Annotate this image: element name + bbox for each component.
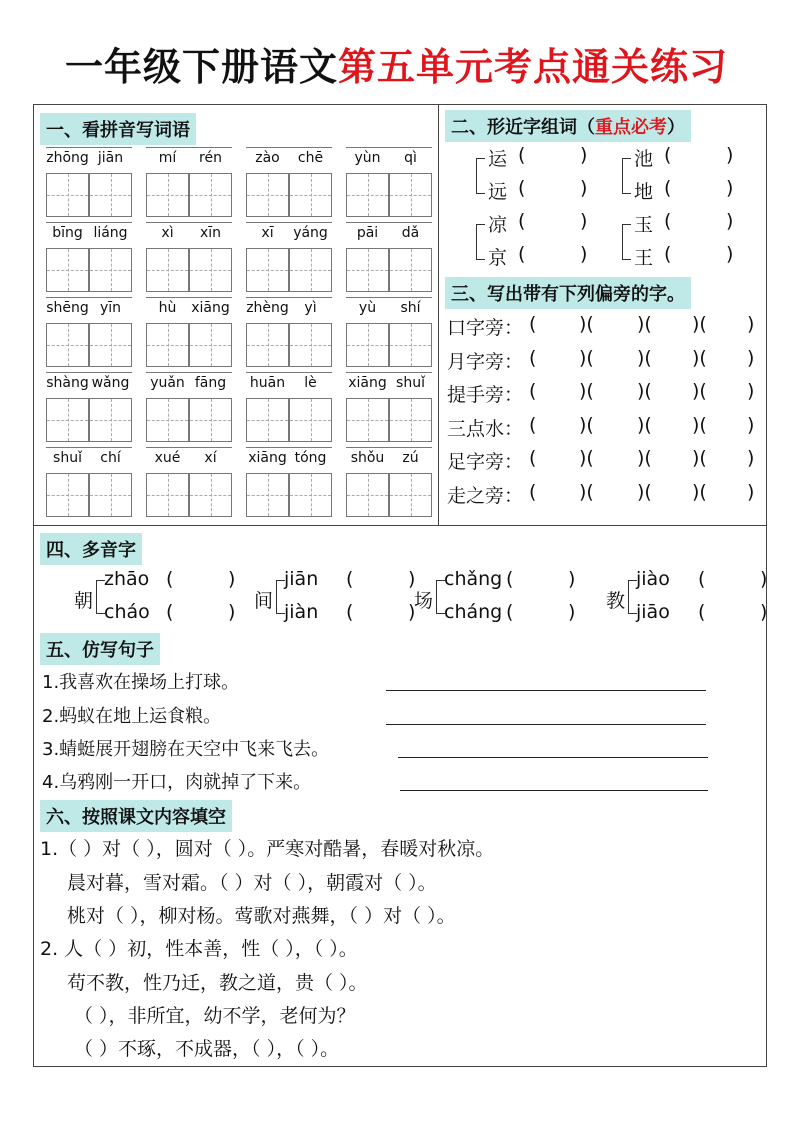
pinyin-syllable: rén <box>199 150 222 166</box>
pinyin-syllable: xī <box>261 225 274 241</box>
reading-2: cháo <box>104 601 150 623</box>
pinyin-syllable: shēng <box>46 300 89 316</box>
paren-close: ) <box>580 144 588 166</box>
fill-line: 晨对暮，雪对霜。（ ）对（ ），朝霞对（ ）。 <box>67 872 437 894</box>
page-title <box>0 36 793 91</box>
writing-box[interactable] <box>146 248 189 292</box>
paren-close: ) <box>568 568 576 590</box>
writing-box[interactable] <box>46 323 89 367</box>
answer-blank[interactable] <box>530 210 578 234</box>
radical-row <box>447 313 755 340</box>
title-part1: 一年级下册语文 <box>64 45 338 89</box>
paren-open: ( <box>346 601 354 623</box>
pinyin-syllable: pāi <box>356 225 379 241</box>
section2-heading-end: ） <box>667 117 685 138</box>
pinyin-row <box>246 222 332 248</box>
pinyin-syllable: shǒu <box>350 450 385 466</box>
pinyin-row <box>246 297 332 323</box>
paren-open: ( <box>664 243 672 265</box>
answer-paren[interactable]: ) <box>747 447 755 469</box>
answer-paren[interactable]: )( <box>692 413 707 436</box>
pinyin-syllable: yīn <box>99 300 122 316</box>
paren-open: ( <box>506 601 514 623</box>
answer-paren[interactable]: )( <box>692 313 707 335</box>
similar-char: 京 <box>488 247 508 269</box>
paren-close: ) <box>408 568 416 590</box>
writing-box[interactable] <box>146 323 189 367</box>
similar-char: 池 <box>634 148 654 170</box>
answer-blank[interactable] <box>676 144 724 168</box>
pinyin-syllable: fāng <box>194 375 227 391</box>
pinyin-syllable: xīn <box>199 225 222 241</box>
answer-paren[interactable]: ( <box>529 313 537 335</box>
answer-paren[interactable]: )( <box>692 346 707 369</box>
pinyin-row <box>346 372 432 398</box>
answer-blank[interactable] <box>676 177 724 201</box>
sentence: 3.蜻蜓展开翅膀在天空中飞来飞去。 <box>42 739 330 760</box>
writing-box[interactable] <box>346 398 389 442</box>
radical-label: 足字旁： <box>447 451 524 473</box>
guide-line <box>190 195 231 196</box>
writing-box[interactable] <box>289 173 332 217</box>
paren-open: ( <box>698 568 706 590</box>
section3-heading: 三、写出带有下列偏旁的字。 <box>445 277 691 309</box>
pinyin-syllable: shuǐ <box>396 375 425 391</box>
writing-box[interactable] <box>46 473 89 517</box>
writing-box[interactable] <box>146 473 189 517</box>
pinyin-syllable: xì <box>161 225 174 241</box>
writing-box[interactable] <box>46 248 89 292</box>
paren-close: ) <box>726 144 734 166</box>
pinyin-syllable: chí <box>100 450 121 466</box>
writing-box[interactable] <box>346 323 389 367</box>
paren-close: ) <box>568 601 576 623</box>
writing-box[interactable] <box>289 473 332 517</box>
answer-paren[interactable]: ( <box>529 413 537 436</box>
writing-box[interactable] <box>246 173 289 217</box>
answer-paren[interactable]: )( <box>637 413 652 436</box>
pinyin-syllable: xiāng <box>348 375 387 391</box>
guide-line <box>390 195 431 196</box>
pinyin-syllable: xiāng <box>191 300 230 316</box>
answer-line[interactable] <box>400 790 708 791</box>
guide-line <box>390 495 431 496</box>
paren-close: ) <box>580 177 588 199</box>
radical-label: 月字旁： <box>447 350 524 373</box>
guide-line <box>147 495 188 496</box>
paren-open: ( <box>346 568 354 590</box>
radical-row <box>447 447 755 474</box>
word-cell <box>246 447 332 517</box>
radical-row <box>447 413 755 441</box>
answer-paren[interactable]: ( <box>529 447 537 469</box>
answer-paren[interactable]: )( <box>637 380 652 402</box>
writing-box[interactable] <box>46 398 89 442</box>
pinyin-syllable: xí <box>204 450 217 466</box>
word-cell <box>46 297 132 367</box>
guide-line <box>347 195 388 196</box>
similar-char: 玉 <box>634 214 654 236</box>
guide-line <box>90 195 131 196</box>
similar-char: 王 <box>634 247 654 269</box>
pinyin-syllable: yuǎn <box>150 375 185 391</box>
answer-blank[interactable] <box>676 210 724 234</box>
writing-box[interactable] <box>246 248 289 292</box>
writing-box[interactable] <box>189 398 232 442</box>
answer-paren[interactable]: ) <box>747 346 755 369</box>
answer-paren[interactable]: )( <box>637 447 652 469</box>
guide-line <box>347 495 388 496</box>
section-divider <box>33 525 767 526</box>
writing-box[interactable] <box>146 398 189 442</box>
answer-paren[interactable]: ( <box>529 346 537 369</box>
guide-line <box>290 345 331 346</box>
reading-2: jiāo <box>636 601 670 623</box>
paren-close: ) <box>726 210 734 232</box>
pinyin-syllable: xiāng <box>248 450 287 466</box>
reading-1: zhāo <box>104 568 150 590</box>
guide-line <box>390 420 431 421</box>
answer-paren[interactable]: ) <box>747 413 755 436</box>
word-cell <box>346 222 432 292</box>
writing-box[interactable] <box>46 173 89 217</box>
paren-open: ( <box>166 568 174 590</box>
pinyin-row <box>46 147 132 173</box>
answer-paren[interactable]: )( <box>692 447 707 469</box>
section1-heading: 一、看拼音写词语 <box>40 113 196 145</box>
section2-heading-text: 二、形近字组词（ <box>451 117 595 138</box>
pinyin-row <box>46 297 132 323</box>
pinyin-syllable: zhōng <box>46 150 89 166</box>
section2-heading-highlight: 重点必考 <box>595 117 667 138</box>
word-cell <box>146 447 232 517</box>
guide-line <box>90 420 131 421</box>
section2-heading <box>445 110 691 142</box>
fill-line: 1.（ ）对（ ），圆对（ ）。严寒对酷暑，春暖对秋凉。 <box>40 838 495 860</box>
writing-box[interactable] <box>89 173 132 217</box>
paren-close: ) <box>760 601 768 623</box>
similar-char: 远 <box>488 181 508 203</box>
pinyin-row <box>46 222 132 248</box>
word-cell <box>146 147 232 217</box>
pinyin-syllable: huān <box>249 375 286 391</box>
pinyin-row <box>146 297 232 323</box>
answer-paren[interactable]: ( <box>529 480 537 503</box>
writing-box[interactable] <box>246 473 289 517</box>
answer-blank[interactable] <box>530 243 578 267</box>
word-cell <box>246 297 332 367</box>
paren-close: ) <box>760 568 768 590</box>
guide-line <box>247 195 288 196</box>
guide-line <box>47 195 88 196</box>
pinyin-syllable: qì <box>404 150 417 166</box>
pinyin-row <box>46 447 132 473</box>
pinyin-row <box>46 372 132 398</box>
radical-row <box>447 346 755 374</box>
pair-brace <box>622 224 631 260</box>
pinyin-syllable: hù <box>158 300 177 316</box>
pinyin-row <box>346 222 432 248</box>
writing-box[interactable] <box>246 323 289 367</box>
answer-paren[interactable]: )( <box>692 480 707 503</box>
similar-char: 运 <box>488 148 508 170</box>
radical-row <box>447 480 755 508</box>
paren-open: ( <box>518 144 526 166</box>
pinyin-row <box>346 297 432 323</box>
section5-heading: 五、仿写句子 <box>40 633 160 665</box>
pinyin-syllable: tóng <box>294 450 327 466</box>
writing-box[interactable] <box>246 398 289 442</box>
reading-2: jiàn <box>284 601 319 623</box>
radical-row <box>447 380 755 407</box>
answer-paren[interactable]: )( <box>637 313 652 335</box>
polyphone-char: 场 <box>414 590 434 612</box>
answer-blank[interactable] <box>530 177 578 201</box>
fill-line: 苟不教，性乃迁，教之道，贵（ ）。 <box>67 972 368 994</box>
answer-paren[interactable]: ) <box>747 480 755 503</box>
guide-line <box>90 345 131 346</box>
answer-paren[interactable]: )( <box>579 413 594 436</box>
guide-line <box>147 270 188 271</box>
word-cell <box>146 297 232 367</box>
guide-line <box>190 420 231 421</box>
fill-line: 桃对（ ），柳对杨。莺歌对燕舞，（ ）对（ ）。 <box>67 905 456 927</box>
guide-line <box>90 495 131 496</box>
answer-paren[interactable]: )( <box>637 480 652 503</box>
guide-line <box>47 420 88 421</box>
answer-paren[interactable]: )( <box>579 346 594 369</box>
answer-paren[interactable]: ) <box>747 380 755 402</box>
radical-label: 走之旁： <box>447 484 524 507</box>
guide-line <box>290 195 331 196</box>
title-part2: 第五单元考点通关练习 <box>338 45 729 89</box>
radical-label: 口字旁： <box>447 317 524 339</box>
fill-line: （ ），非所宜，幼不学，老何为？ <box>74 1005 356 1027</box>
answer-paren[interactable]: )( <box>692 380 707 402</box>
word-cell <box>246 222 332 292</box>
word-cell <box>46 147 132 217</box>
pinyin-row <box>346 447 432 473</box>
pinyin-syllable: mí <box>158 150 177 166</box>
answer-line[interactable] <box>386 724 706 725</box>
pinyin-syllable: shuǐ <box>53 450 82 466</box>
writing-box[interactable] <box>289 398 332 442</box>
pinyin-syllable: zú <box>402 450 419 466</box>
pinyin-row <box>146 147 232 173</box>
pinyin-row <box>146 372 232 398</box>
guide-line <box>390 345 431 346</box>
similar-char: 地 <box>634 181 654 203</box>
pair-brace <box>476 224 485 260</box>
guide-line <box>347 345 388 346</box>
writing-box[interactable] <box>346 173 389 217</box>
pinyin-syllable: chē <box>297 150 324 166</box>
pinyin-syllable: yùn <box>354 150 381 166</box>
fill-line: （ ）不琢，不成器，（ ），（ ）。 <box>74 1038 340 1060</box>
paren-close: ) <box>726 243 734 265</box>
paren-close: ) <box>726 177 734 199</box>
pinyin-syllable: xué <box>154 450 181 466</box>
pinyin-row <box>246 447 332 473</box>
answer-line[interactable] <box>398 757 708 758</box>
guide-line <box>190 495 231 496</box>
pair-brace <box>476 158 485 194</box>
guide-line <box>347 420 388 421</box>
guide-line <box>147 420 188 421</box>
paren-open: ( <box>166 601 174 623</box>
reading-2: cháng <box>444 601 503 623</box>
reading-1: jiān <box>284 568 319 590</box>
pinyin-syllable: dǎ <box>401 225 420 241</box>
guide-line <box>90 270 131 271</box>
paren-open: ( <box>518 210 526 232</box>
answer-line[interactable] <box>386 690 706 691</box>
guide-line <box>290 495 331 496</box>
paren-close: ) <box>408 601 416 623</box>
pinyin-syllable: yáng <box>293 225 328 241</box>
word-cell <box>346 372 432 442</box>
guide-line <box>247 495 288 496</box>
similar-char: 凉 <box>488 214 508 236</box>
guide-line <box>247 270 288 271</box>
pinyin-syllable: bīng <box>52 225 83 241</box>
writing-box[interactable] <box>89 473 132 517</box>
writing-box[interactable] <box>346 248 389 292</box>
word-cell <box>346 297 432 367</box>
answer-paren[interactable]: ) <box>747 313 755 335</box>
answer-blank[interactable] <box>676 243 724 267</box>
word-cell <box>46 447 132 517</box>
writing-box[interactable] <box>146 173 189 217</box>
writing-box[interactable] <box>89 248 132 292</box>
section4-heading: 四、多音字 <box>40 533 142 565</box>
pinyin-row <box>246 147 332 173</box>
paren-open: ( <box>698 601 706 623</box>
paren-close: ) <box>228 601 236 623</box>
writing-box[interactable] <box>389 398 432 442</box>
guide-line <box>47 345 88 346</box>
sentence: 4.乌鸦刚一开口，肉就掉了下来。 <box>42 772 312 793</box>
answer-paren[interactable]: )( <box>579 480 594 503</box>
paren-open: ( <box>518 177 526 199</box>
guide-line <box>290 270 331 271</box>
guide-line <box>290 420 331 421</box>
writing-box[interactable] <box>346 473 389 517</box>
word-cell <box>346 447 432 517</box>
word-cell <box>146 222 232 292</box>
writing-box[interactable] <box>389 473 432 517</box>
guide-line <box>47 495 88 496</box>
writing-box[interactable] <box>189 473 232 517</box>
answer-paren[interactable]: ( <box>529 380 537 402</box>
writing-box[interactable] <box>389 248 432 292</box>
reading-1: jiào <box>636 568 670 590</box>
pinyin-syllable: lè <box>304 375 317 391</box>
pinyin-row <box>146 447 232 473</box>
paren-close: ) <box>580 243 588 265</box>
answer-paren[interactable]: )( <box>579 313 594 335</box>
word-cell <box>246 147 332 217</box>
word-cell <box>46 372 132 442</box>
guide-line <box>190 270 231 271</box>
writing-box[interactable] <box>389 173 432 217</box>
writing-box[interactable] <box>189 323 232 367</box>
answer-paren[interactable]: )( <box>637 346 652 369</box>
pinyin-row <box>346 147 432 173</box>
paren-open: ( <box>664 210 672 232</box>
reading-1: chǎng <box>444 568 503 590</box>
guide-line <box>247 420 288 421</box>
guide-line <box>147 195 188 196</box>
paren-open: ( <box>664 144 672 166</box>
section6-heading: 六、按照课文内容填空 <box>40 800 232 832</box>
word-cell <box>146 372 232 442</box>
guide-line <box>347 270 388 271</box>
guide-line <box>390 270 431 271</box>
sentence: 1.我喜欢在操场上打球。 <box>42 672 240 693</box>
pinyin-syllable: shí <box>400 300 421 316</box>
paren-close: ) <box>580 210 588 232</box>
fill-line: 2. 人（ ）初，性本善，性（ ），（ ）。 <box>40 938 358 960</box>
pinyin-syllable: zào <box>255 150 280 166</box>
writing-box[interactable] <box>289 323 332 367</box>
writing-box[interactable] <box>89 323 132 367</box>
pinyin-syllable: yì <box>304 300 317 316</box>
pair-brace <box>622 158 631 194</box>
answer-blank[interactable] <box>530 144 578 168</box>
paren-open: ( <box>518 243 526 265</box>
word-cell <box>46 222 132 292</box>
pinyin-row <box>146 222 232 248</box>
column-divider <box>438 104 439 526</box>
polyphone-char: 教 <box>606 590 626 612</box>
pinyin-syllable: shàng <box>46 375 89 391</box>
paren-open: ( <box>506 568 514 590</box>
writing-box[interactable] <box>189 173 232 217</box>
polyphone-char: 间 <box>254 590 274 612</box>
pinyin-row <box>246 372 332 398</box>
writing-box[interactable] <box>189 248 232 292</box>
word-cell <box>246 372 332 442</box>
pinyin-syllable: wǎng <box>91 375 130 391</box>
pinyin-syllable: liáng <box>93 225 128 241</box>
radical-label: 三点水： <box>447 417 524 440</box>
paren-open: ( <box>664 177 672 199</box>
pinyin-syllable: yù <box>358 300 377 316</box>
writing-box[interactable] <box>389 323 432 367</box>
writing-box[interactable] <box>89 398 132 442</box>
word-cell <box>346 147 432 217</box>
polyphone-char: 朝 <box>74 590 94 612</box>
guide-line <box>190 345 231 346</box>
writing-box[interactable] <box>289 248 332 292</box>
pinyin-syllable: zhèng <box>246 300 289 316</box>
paren-close: ) <box>228 568 236 590</box>
sentence: 2.蚂蚁在地上运食粮。 <box>42 706 222 727</box>
radical-label: 提手旁： <box>447 384 524 406</box>
guide-line <box>147 345 188 346</box>
answer-paren[interactable]: )( <box>579 380 594 402</box>
pinyin-syllable: jiān <box>97 150 124 166</box>
guide-line <box>247 345 288 346</box>
answer-paren[interactable]: )( <box>579 447 594 469</box>
guide-line <box>47 270 88 271</box>
